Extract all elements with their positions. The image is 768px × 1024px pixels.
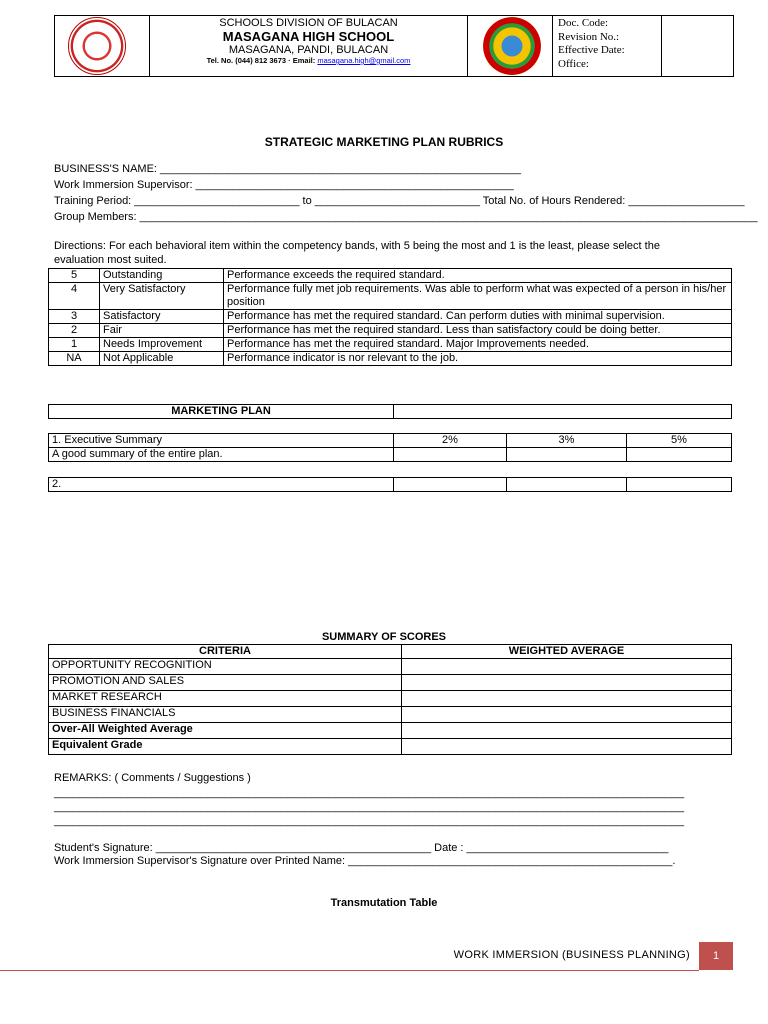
rating-description: Performance has met the required standard. Major Improvements needed. bbox=[224, 338, 732, 352]
transmutation-heading: Transmutation Table bbox=[330, 897, 438, 909]
rating-score: 3 bbox=[49, 310, 100, 324]
rating-row bbox=[49, 338, 732, 352]
rating-row bbox=[49, 352, 732, 366]
rating-description: Performance has met the required standard. Less than satisfactory could be doing better. bbox=[224, 324, 732, 338]
rating-description: Performance has met the required standard. Can perform duties with minimal supervision. bbox=[224, 310, 732, 324]
item-executive-summary: 1. Executive Summary bbox=[49, 434, 394, 448]
rating-scale-table bbox=[48, 268, 732, 366]
criteria-name: OPPORTUNITY RECOGNITION bbox=[49, 659, 402, 675]
rating-score: 5 bbox=[49, 269, 100, 283]
doc-info-cell bbox=[553, 16, 662, 76]
item-executive-summary-desc: A good summary of the entire plan. bbox=[49, 448, 394, 462]
pct-3: 3% bbox=[507, 434, 627, 448]
remarks-line-1[interactable]: _______________________________________________________________________________________________________ bbox=[54, 787, 685, 799]
business-name-field[interactable]: BUSINESS'S NAME: ___________________________________________________________ bbox=[54, 163, 521, 175]
training-period-field[interactable]: Training Period: ___________________________ to ___________________________ Total No. of Hours Rendered: ___________________ bbox=[54, 195, 745, 207]
weighted-average-cell[interactable] bbox=[402, 659, 732, 675]
footer-text: WORK IMMERSION (BUSINESS PLANNING) bbox=[453, 949, 690, 961]
division-seal-icon bbox=[483, 17, 541, 75]
document-header bbox=[54, 15, 734, 77]
rating-description: Performance fully met job requirements. Was able to perform what was expected of a person in his/her position bbox=[224, 283, 732, 310]
footer-rule bbox=[0, 970, 699, 971]
rating-label: Outstanding bbox=[100, 269, 224, 283]
weighted-average-cell[interactable] bbox=[402, 707, 732, 723]
score-cell-3[interactable] bbox=[507, 448, 627, 462]
summary-heading: SUMMARY OF SCORES bbox=[321, 631, 447, 643]
division-name: SCHOOLS DIVISION OF BULACAN bbox=[219, 17, 398, 29]
rating-row bbox=[49, 283, 732, 310]
rating-label: Very Satisfactory bbox=[100, 283, 224, 310]
rating-row bbox=[49, 324, 732, 338]
left-logo-cell bbox=[55, 16, 150, 76]
item-2: 2. bbox=[49, 478, 394, 492]
rating-row bbox=[49, 269, 732, 283]
page-title: STRATEGIC MARKETING PLAN RUBRICS bbox=[264, 135, 504, 149]
pct-5: 5% bbox=[627, 434, 732, 448]
rating-label: Needs Improvement bbox=[100, 338, 224, 352]
criteria-name: PROMOTION AND SALES bbox=[49, 675, 402, 691]
telephone: Tel. No. (044) 812 3673 · Email: bbox=[206, 56, 316, 65]
remarks-line-3[interactable]: _______________________________________________________________________________________________________ bbox=[54, 815, 685, 827]
executive-summary-table bbox=[48, 433, 732, 462]
weighted-average-cell[interactable] bbox=[402, 675, 732, 691]
score-cell-2[interactable] bbox=[394, 448, 507, 462]
remarks-label: REMARKS: ( Comments / Suggestions ) bbox=[54, 772, 251, 784]
rating-row bbox=[49, 310, 732, 324]
marketing-plan-header-table bbox=[48, 404, 732, 419]
remarks-line-2[interactable]: _______________________________________________________________________________________________________ bbox=[54, 801, 685, 813]
rating-label: Satisfactory bbox=[100, 310, 224, 324]
criteria-name: BUSINESS FINANCIALS bbox=[49, 707, 402, 723]
rating-score: 1 bbox=[49, 338, 100, 352]
doc-code: Doc. Code: bbox=[558, 17, 609, 29]
weighted-average-cell[interactable] bbox=[402, 691, 732, 707]
rating-label: Not Applicable bbox=[100, 352, 224, 366]
summary-row bbox=[49, 691, 732, 707]
rating-label: Fair bbox=[100, 324, 224, 338]
item-2-cell-c[interactable] bbox=[627, 478, 732, 492]
marketing-plan-blank[interactable] bbox=[394, 405, 732, 419]
supervisor-field[interactable]: Work Immersion Supervisor: ____________________________________________________ bbox=[54, 179, 514, 191]
rating-score: 2 bbox=[49, 324, 100, 338]
rating-description: Performance exceeds the required standard. bbox=[224, 269, 732, 283]
school-address: MASAGANA, PANDI, BULACAN bbox=[228, 44, 389, 56]
overall-weighted-average-value[interactable] bbox=[402, 723, 732, 739]
school-seal-icon bbox=[68, 17, 126, 75]
right-logo-cell bbox=[468, 16, 553, 76]
school-info-cell bbox=[150, 16, 468, 76]
group-members-field[interactable]: Group Members: _____________________________________________________________________________________________________ bbox=[54, 211, 758, 223]
directions-text: Directions: For each behavioral item within the competency bands, with 5 being the most and 1 is the least, please select the evaluation most suited. bbox=[54, 240, 660, 266]
email-link[interactable]: masagana.high@gmail.com bbox=[317, 56, 411, 65]
contact-info bbox=[150, 56, 467, 66]
pct-2: 2% bbox=[394, 434, 507, 448]
equivalent-grade-value[interactable] bbox=[402, 739, 732, 755]
criteria-header: CRITERIA bbox=[49, 645, 402, 659]
equivalent-grade-label: Equivalent Grade bbox=[49, 739, 402, 755]
student-signature-field[interactable]: Student's Signature: _____________________________________________ Date : _________________________________ bbox=[54, 842, 669, 854]
overall-weighted-average-label: Over-All Weighted Average bbox=[49, 723, 402, 739]
item-2-cell-b[interactable] bbox=[507, 478, 627, 492]
rating-score: NA bbox=[49, 352, 100, 366]
page-number: 1 bbox=[699, 942, 733, 970]
school-name: MASAGANA HIGH SCHOOL bbox=[222, 29, 395, 44]
summary-row bbox=[49, 675, 732, 691]
weighted-average-header: WEIGHTED AVERAGE bbox=[402, 645, 732, 659]
criteria-name: MARKET RESEARCH bbox=[49, 691, 402, 707]
effective-date: Effective Date: bbox=[558, 44, 625, 56]
marketing-plan-heading: MARKETING PLAN bbox=[49, 405, 394, 419]
item-2-cell-a[interactable] bbox=[394, 478, 507, 492]
summary-row bbox=[49, 659, 732, 675]
score-cell-5[interactable] bbox=[627, 448, 732, 462]
rating-description: Performance indicator is nor relevant to the job. bbox=[224, 352, 732, 366]
summary-row bbox=[49, 707, 732, 723]
office: Office: bbox=[558, 57, 589, 70]
revision-no: Revision No.: bbox=[558, 30, 620, 43]
item-2-table bbox=[48, 477, 732, 492]
supervisor-signature-field[interactable]: Work Immersion Supervisor's Signature over Printed Name: _____________________________________________________. bbox=[54, 855, 676, 867]
summary-table bbox=[48, 644, 732, 755]
rating-score: 4 bbox=[49, 283, 100, 310]
